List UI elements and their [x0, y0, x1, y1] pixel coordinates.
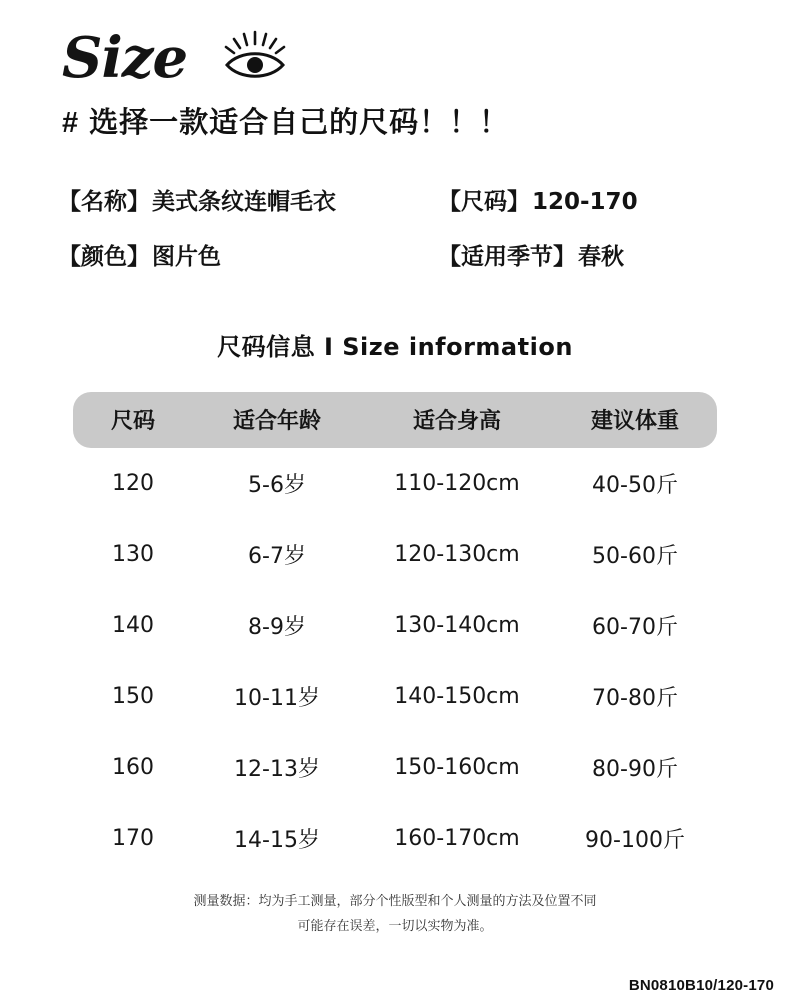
- cell-size: 150: [112, 684, 154, 709]
- cell-height: 110-120cm: [394, 471, 520, 496]
- cell-height: 150-160cm: [394, 755, 520, 780]
- cell-weight: 50-60斤: [592, 544, 678, 569]
- cell-size: 130: [112, 542, 154, 567]
- disclaimer-line-2: 可能存在误差，一切以实物为准。: [297, 918, 493, 934]
- column-header-size: 尺码: [73, 392, 193, 448]
- column-header-weight: 建议体重: [553, 392, 717, 448]
- headline: [0, 100, 790, 141]
- cell-weight: 40-50斤: [592, 473, 678, 498]
- page-title: Size: [62, 25, 188, 91]
- cell-height: 160-170cm: [394, 826, 520, 851]
- cell-height: 120-130cm: [394, 542, 520, 567]
- table-row: [73, 661, 717, 732]
- cell-weight: 80-90斤: [592, 757, 678, 782]
- cell-age: 12-13岁: [234, 757, 320, 782]
- table-row: [73, 519, 717, 590]
- cell-height: 130-140cm: [394, 613, 520, 638]
- attribute-value: 图片色: [152, 244, 221, 270]
- cell-height: 140-150cm: [394, 684, 520, 709]
- table-title: 尺码信息 I Size information: [217, 333, 573, 361]
- sku-code: BN0810B10/120-170: [628, 977, 774, 994]
- attribute-row: [58, 238, 790, 271]
- table-row: [73, 448, 717, 519]
- attribute-row: [58, 183, 790, 216]
- cell-weight: 60-70斤: [592, 615, 678, 640]
- table-row: [73, 732, 717, 803]
- cell-age: 5-6岁: [248, 473, 306, 498]
- cell-age: 14-15岁: [234, 828, 320, 853]
- cell-weight: 70-80斤: [592, 686, 678, 711]
- column-header-age: 适合年龄: [193, 392, 361, 448]
- cell-age: 6-7岁: [248, 544, 306, 569]
- attribute-name: [58, 183, 438, 216]
- size-table: [73, 392, 717, 874]
- cell-age: 8-9岁: [248, 615, 306, 640]
- attribute-color: [58, 238, 438, 271]
- cell-age: 10-11岁: [234, 686, 320, 711]
- headline-hash: #: [62, 107, 80, 139]
- cell-size: 120: [112, 471, 154, 496]
- measurement-disclaimer: [0, 890, 790, 939]
- attribute-key: 【适用季节】: [438, 244, 576, 270]
- attribute-value: 美式条纹连帽毛衣: [152, 189, 336, 215]
- attribute-list: [0, 183, 790, 271]
- attribute-season: [438, 238, 624, 271]
- cell-size: 160: [112, 755, 154, 780]
- table-row: [73, 803, 717, 874]
- table-row: [73, 590, 717, 661]
- table-header-row: [73, 392, 717, 448]
- eye-icon: [222, 30, 288, 86]
- headline-text: 选择一款适合自己的尺码！！！: [89, 105, 510, 139]
- disclaimer-line-1: 测量数据：均为手工测量，部分个性版型和个人测量的方法及位置不同: [193, 894, 597, 909]
- attribute-value: 春秋: [578, 244, 624, 270]
- cell-weight: 90-100斤: [585, 828, 685, 853]
- cell-size: 170: [112, 826, 154, 851]
- size-title-row: [0, 22, 790, 94]
- page-header: [0, 0, 790, 141]
- attribute-size-range: [438, 183, 638, 216]
- column-header-height: 适合身高: [361, 392, 553, 448]
- cell-size: 140: [112, 613, 154, 638]
- attribute-value: 120-170: [532, 189, 638, 215]
- table-header: [73, 392, 717, 448]
- attribute-key: 【名称】: [58, 189, 150, 215]
- attribute-key: 【颜色】: [58, 244, 150, 270]
- table-body: [73, 448, 717, 874]
- attribute-key: 【尺码】: [438, 189, 530, 215]
